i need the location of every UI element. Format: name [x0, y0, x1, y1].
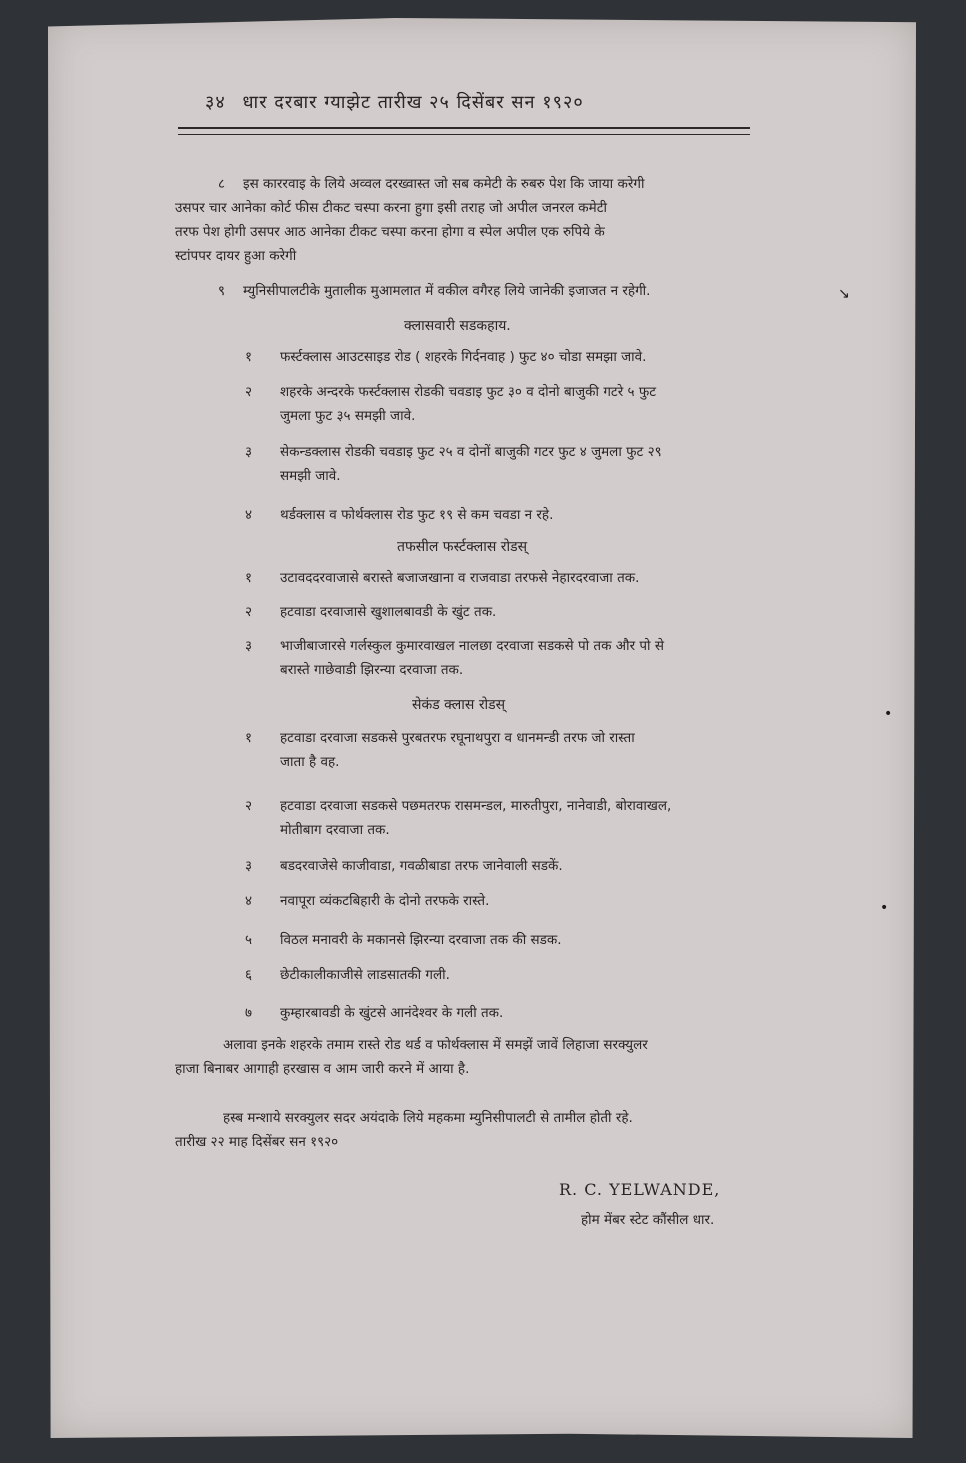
item-text: छेटीकालीकाजीसे लाडसातकी गली. [280, 967, 450, 983]
item-text: थर्डक्लास व फोर्थक्लास रोड फुट १९ से कम चवडा न रहे. [280, 507, 554, 523]
item-number: ३ [245, 444, 253, 460]
item-number: ५ [245, 932, 253, 948]
item-text: सेकन्डक्लास रोडकी चवडाइ फुट २५ व दोनों बाजुकी गटर फुट ४ जुमला फुट २९ [280, 444, 662, 460]
list-item [245, 794, 775, 842]
item-text: फर्स्टक्लास आउटसाइड रोड ( शहरके गिर्दनवाह ) फुट ४० चोडा समझा जावे. [280, 349, 647, 365]
list-item [245, 634, 775, 682]
item-number: ४ [245, 893, 253, 909]
paragraph-number: ९ [217, 283, 225, 299]
paragraph-8 [175, 172, 644, 268]
item-text: बडदरवाजेसे काजीवाडा, गवळीबाडा तरफ जानेवाली सडकें. [280, 858, 563, 874]
date-line: तारीख २२ माह दिसेंबर सन १९२० [175, 1134, 339, 1150]
list-item [245, 963, 775, 987]
item-number: २ [245, 604, 253, 620]
item-text: समझी जावे. [280, 468, 341, 484]
item-number: १ [245, 730, 253, 746]
paragraph-line: स्टांपपर दायर हुआ करेगी [175, 248, 297, 264]
item-text: कुम्हारबावडी के खुंटसे आनंदेश्वर के गली तक. [280, 1005, 504, 1021]
item-text: हटवाडा दरवाजा सडकसे पुरबतरफ रघूनाथपुरा व धानमन्डी तरफ जो रास्ता [280, 730, 635, 746]
list-item [245, 503, 775, 527]
list-item [245, 600, 775, 624]
signatory-title: होम मेंबर स्टेट कौंसील धार. [581, 1212, 715, 1228]
header-rule-thin [178, 134, 750, 135]
list-item [245, 1001, 775, 1025]
item-text: नवापूरा व्यंकटबिहारी के दोनो तरफके रास्ते. [280, 893, 490, 909]
paragraph-number: ८ [217, 176, 225, 192]
paragraph-line: इस काररवाइ के लिये अव्वल दरख्वास्त जो सब कमेटी के रुबरु पेश कि जाया करेगी [243, 176, 645, 192]
page-number: ३४ [205, 92, 226, 113]
item-text: मोतीबाग दरवाजा तक. [280, 822, 390, 838]
list-item [245, 726, 775, 774]
item-number: २ [245, 798, 253, 814]
punch-mark: • [880, 900, 889, 916]
paragraph-line: अलावा इनके शहरके तमाम रास्ते रोड थर्ड व फोर्थक्लास में समझें जावें लिहाजा सरक्युलर [223, 1037, 648, 1053]
paragraph-9 [175, 279, 650, 303]
header-title: धार दरबार ग्याझेट तारीख २५ दिसेंबर सन १९२० [242, 92, 584, 113]
item-text: विठल मनावरी के मकानसे झिरन्या दरवाजा तक की सडक. [280, 932, 562, 948]
list-item [245, 928, 775, 952]
page-header [205, 90, 725, 114]
item-text: शहरके अन्दरके फर्स्टक्लास रोडकी चवडाइ फुट ३० व दोनो बाजुकी गटरे ५ फुट [280, 384, 657, 400]
item-text: जाता है वह. [280, 754, 340, 770]
paragraph-line: म्युनिसीपालटीके मुतालीक मुआमलात में वकील वगैरह लिये जानेकी इजाजत न रहेगी. [243, 283, 651, 299]
list-item [245, 566, 775, 590]
list-item [245, 380, 775, 428]
item-number: ६ [245, 967, 253, 983]
item-text: उटावददरवाजासे बरास्ते बजाजखाना व राजवाडा तरफसे नेहारदरवाजा तक. [280, 570, 640, 586]
section-heading: सेकंड क्लास रोडस् [412, 697, 506, 713]
item-text: हटवाडा दरवाजासे खुशालबावडी के खुंट तक. [280, 604, 497, 620]
item-number: १ [245, 349, 253, 365]
list-item [245, 440, 775, 488]
section-heading: तफसील फर्स्टक्लास रोडस् [397, 539, 528, 555]
signatory-name: R. C. YELWANDE, [559, 1180, 721, 1199]
section-heading: क्लासवारी सडकहाय. [404, 318, 511, 334]
punch-mark: ↘ [838, 286, 850, 302]
paragraph-line: हस्ब मन्शाये सरक्युलर सदर अयंदाके लिये महकमा म्युनिसीपालटी से तामील होती रहे. [223, 1110, 633, 1126]
list-item [245, 889, 775, 913]
item-text: जुमला फुट ३५ समझी जावे. [280, 408, 416, 424]
item-number: ३ [245, 638, 253, 654]
closing-paragraph [175, 1033, 648, 1081]
list-item [245, 854, 775, 878]
item-number: २ [245, 384, 253, 400]
item-text: हटवाडा दरवाजा सडकसे पछमतरफ रासमन्डल, मारुतीपुरा, नानेवाडी, बोरावाखल, [280, 798, 672, 814]
item-number: ३ [245, 858, 253, 874]
paragraph-line: हाजा बिनाबर आगाही हरखास व आम जारी करने में आया है. [175, 1061, 470, 1077]
punch-mark: • [884, 706, 893, 722]
item-number: ४ [245, 507, 253, 523]
item-text: बरास्ते गाछेवाडी झिरन्या दरवाजा तक. [280, 662, 464, 678]
item-text: भाजीबाजारसे गर्लस्कुल कुमारवाखल नालछा दरवाजा सडकसे पो तक और पो से [280, 638, 664, 654]
item-number: १ [245, 570, 253, 586]
paragraph-line: उसपर चार आनेका कोर्ट फीस टीकट चस्पा करना हुगा इसी तराह जो अपील जनरल कमेटी [175, 200, 608, 216]
list-item [245, 345, 775, 369]
header-rule [178, 127, 750, 129]
item-number: ७ [245, 1005, 253, 1021]
paragraph-line: तरफ पेश होगी उसपर आठ आनेका टीकट चस्पा करना होगा व स्पेल अपील एक रुपिये के [175, 224, 605, 240]
order-paragraph [175, 1106, 633, 1154]
